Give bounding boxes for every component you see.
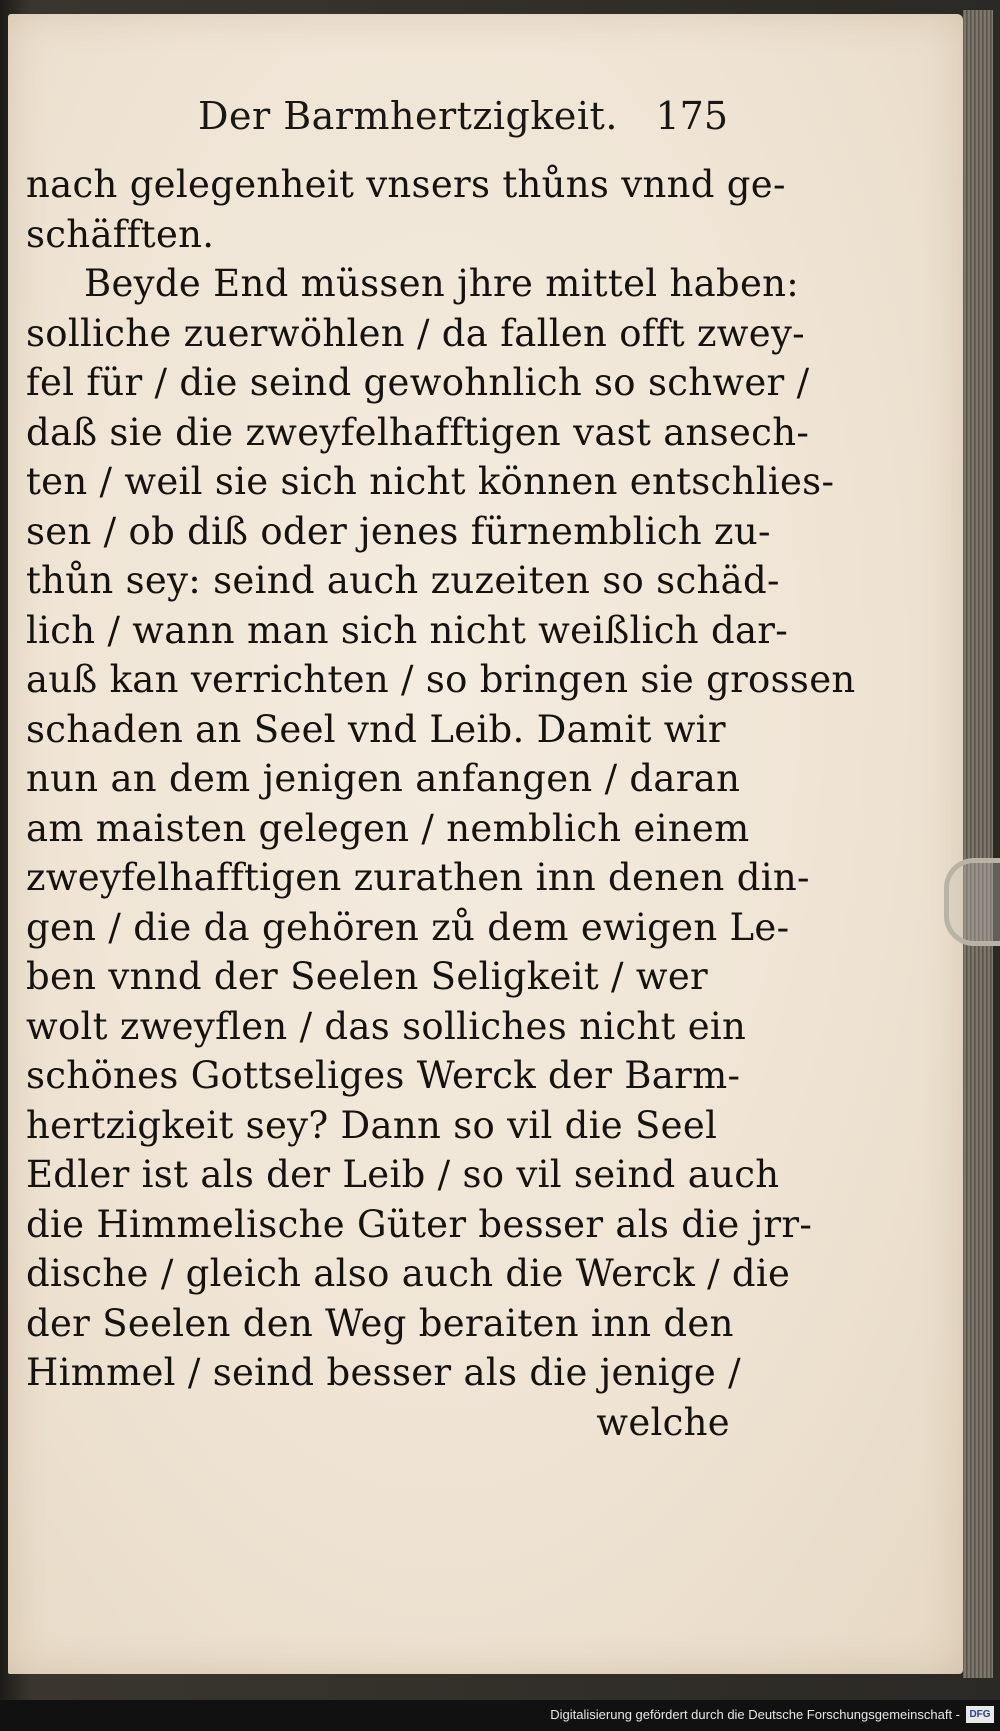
text-line: die Himmelische Güter besser als die jrr- — [26, 1202, 813, 1246]
text-line: auß kan verrichten / so bringen sie grossen — [26, 658, 856, 701]
book-page — [8, 14, 963, 1674]
text-line: nach gelegenheit vnsers thůns vnnd ge- — [26, 163, 786, 206]
text-line: Beyde End müssen jhre mittel haben: — [84, 262, 800, 305]
catchword: welche — [596, 1400, 730, 1444]
text-line: ben vnnd der Seelen Seligkeit / wer — [26, 955, 709, 998]
text-line: solliche zuerwöhlen / da fallen offt zwey- — [26, 311, 805, 355]
text-line: lich / wann man sich nicht weißlich dar- — [26, 608, 789, 652]
page-edges — [963, 10, 993, 1678]
text-line: am maisten gelegen / nemblich einem — [26, 806, 750, 850]
text-line: Himmel / seind besser als die jenige / — [26, 1351, 741, 1394]
text-line: dische / gleich also auch die Werck / die — [26, 1252, 791, 1295]
text-line: wolt zweyflen / das solliches nicht ein — [26, 1004, 747, 1048]
body-text — [26, 160, 856, 1447]
text-line: schönes Gottseliges Werck der Barm- — [26, 1054, 741, 1097]
text-line: thůn sey: seind auch zuzeiten so schäd- — [26, 559, 780, 602]
text-line: gen / die da gehören zů dem ewigen Le- — [26, 905, 790, 949]
text-line: ten / weil sie sich nicht können entschlies- — [26, 460, 835, 503]
book-clasp — [944, 858, 1000, 946]
funding-credit: Digitalisierung gefördert durch die Deutsche Forschungsgemeinschaft - — [550, 1707, 960, 1722]
text-line: schaden an Seel vnd Leib. Damit wir — [26, 707, 726, 751]
text-line: der Seelen den Weg beraiten inn den — [26, 1301, 734, 1345]
text-line: nun an dem jenigen anfangen / daran — [26, 757, 741, 800]
text-line: schäfften. — [26, 212, 215, 256]
page-number: 175 — [655, 94, 728, 138]
page-header — [198, 94, 728, 154]
text-line: fel für / die seind gewohnlich so schwer / — [26, 361, 810, 404]
dfg-logo-icon: DFG — [966, 1706, 994, 1723]
text-line: hertzigkeit sey? Dann so vil die Seel — [26, 1103, 718, 1147]
text-line: zweyfelhafftigen zurathen inn denen din- — [26, 856, 810, 899]
text-line: sen / ob diß oder jenes fürnemblich zu- — [26, 509, 771, 553]
digitization-footer — [0, 1700, 1000, 1731]
running-head: Der Barmhertzigkeit. — [198, 94, 618, 138]
text-line: Edler ist als der Leib / so vil seind auch — [26, 1153, 780, 1196]
text-line: daß sie die zweyfelhafftigen vast ansech- — [26, 410, 810, 454]
